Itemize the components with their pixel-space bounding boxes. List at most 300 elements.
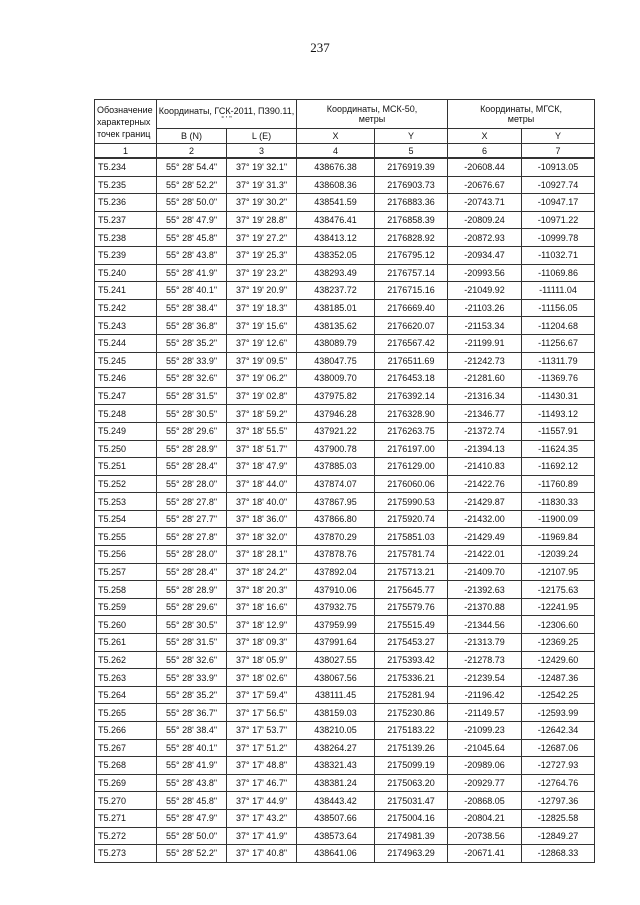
latitude-cell: 55° 28' 28.9": [157, 581, 227, 599]
mgsk-y-cell: -12727.93: [522, 757, 595, 775]
point-id-cell: Т5.259: [95, 598, 157, 616]
msk-y-cell: 2176567.42: [375, 334, 448, 352]
msk-y-cell: 2176669.40: [375, 299, 448, 317]
table-row: [95, 194, 595, 212]
mgsk-x-cell: -21313.79: [448, 634, 522, 652]
table-row: [95, 246, 595, 264]
point-id-cell: Т5.263: [95, 669, 157, 687]
msk-x-cell: 437866.80: [297, 510, 375, 528]
table-row: [95, 352, 595, 370]
longitude-cell: 37° 19' 18.3": [227, 299, 297, 317]
mgsk-y-cell: -12039.24: [522, 546, 595, 564]
point-id-cell: Т5.237: [95, 211, 157, 229]
latitude-cell: 55° 28' 27.8": [157, 493, 227, 511]
msk-x-cell: 438413.12: [297, 229, 375, 247]
table-row: [95, 792, 595, 810]
msk-y-cell: 2175990.53: [375, 493, 448, 511]
point-id-cell: Т5.244: [95, 334, 157, 352]
table-row: [95, 510, 595, 528]
header-msk: [297, 100, 448, 129]
point-id-cell: Т5.266: [95, 722, 157, 740]
msk-y-cell: 2176883.36: [375, 194, 448, 212]
header-sub-x-mgsk: X: [448, 129, 522, 144]
msk-y-cell: 2176903.73: [375, 176, 448, 194]
column-number: 7: [522, 144, 595, 159]
mgsk-y-cell: -11111.04: [522, 282, 595, 300]
point-id-cell: Т5.269: [95, 774, 157, 792]
header-sub-l: L (E): [227, 129, 297, 144]
mgsk-x-cell: -21099.23: [448, 722, 522, 740]
coordinates-table: [94, 99, 595, 863]
msk-y-cell: 2176795.12: [375, 246, 448, 264]
mgsk-x-cell: -21394.13: [448, 440, 522, 458]
msk-y-cell: 2174981.39: [375, 827, 448, 845]
point-id-cell: Т5.273: [95, 845, 157, 863]
point-id-cell: Т5.240: [95, 264, 157, 282]
mgsk-x-cell: -20989.06: [448, 757, 522, 775]
point-id-cell: Т5.270: [95, 792, 157, 810]
latitude-cell: 55° 28' 28.4": [157, 563, 227, 581]
table-row: [95, 475, 595, 493]
mgsk-x-cell: -20671.41: [448, 845, 522, 863]
msk-y-cell: 2176757.14: [375, 264, 448, 282]
mgsk-y-cell: -12868.33: [522, 845, 595, 863]
table-row: [95, 405, 595, 423]
mgsk-y-cell: -10999.78: [522, 229, 595, 247]
latitude-cell: 55° 28' 47.9": [157, 211, 227, 229]
mgsk-x-cell: -21199.91: [448, 334, 522, 352]
mgsk-y-cell: -11557.91: [522, 422, 595, 440]
latitude-cell: 55° 28' 38.4": [157, 722, 227, 740]
msk-y-cell: 2176392.14: [375, 387, 448, 405]
mgsk-y-cell: -12642.34: [522, 722, 595, 740]
point-id-cell: Т5.248: [95, 405, 157, 423]
mgsk-y-cell: -12487.36: [522, 669, 595, 687]
mgsk-x-cell: -21239.54: [448, 669, 522, 687]
mgsk-y-cell: -11493.12: [522, 405, 595, 423]
table-row: [95, 809, 595, 827]
msk-y-cell: 2176060.06: [375, 475, 448, 493]
header-mgsk-title: Координаты, МГСК,: [480, 104, 562, 114]
mgsk-x-cell: -21153.34: [448, 317, 522, 335]
header-msk-title: Координаты, МСК-50,: [326, 104, 418, 114]
msk-y-cell: 2175579.76: [375, 598, 448, 616]
latitude-cell: 55° 28' 52.2": [157, 845, 227, 863]
longitude-cell: 37° 18' 16.6": [227, 598, 297, 616]
msk-x-cell: 438476.41: [297, 211, 375, 229]
latitude-cell: 55° 28' 30.5": [157, 405, 227, 423]
header-sub-y-mgsk: Y: [522, 129, 595, 144]
mgsk-y-cell: -11204.68: [522, 317, 595, 335]
msk-y-cell: 2175713.21: [375, 563, 448, 581]
mgsk-y-cell: -12175.63: [522, 581, 595, 599]
longitude-cell: 37° 19' 30.2": [227, 194, 297, 212]
msk-y-cell: 2176919.39: [375, 158, 448, 176]
point-id-cell: Т5.247: [95, 387, 157, 405]
latitude-cell: 55° 28' 27.8": [157, 528, 227, 546]
msk-y-cell: 2175515.49: [375, 616, 448, 634]
msk-y-cell: 2174963.29: [375, 845, 448, 863]
header-sub-x-msk: X: [297, 129, 375, 144]
point-id-cell: Т5.258: [95, 581, 157, 599]
latitude-cell: 55° 28' 29.6": [157, 422, 227, 440]
mgsk-x-cell: -20809.24: [448, 211, 522, 229]
header-gsk-title: Координаты, ГСК-2011, ПЗ90.11,: [158, 105, 295, 116]
table-row: [95, 458, 595, 476]
table-row: [95, 704, 595, 722]
mgsk-y-cell: -11830.33: [522, 493, 595, 511]
point-id-cell: Т5.250: [95, 440, 157, 458]
msk-y-cell: 2176620.07: [375, 317, 448, 335]
column-number: 1: [95, 144, 157, 159]
table-row: [95, 669, 595, 687]
mgsk-x-cell: -21422.76: [448, 475, 522, 493]
longitude-cell: 37° 17' 59.4": [227, 686, 297, 704]
header-designation: Обозначение характерных точек границ: [95, 100, 157, 144]
point-id-cell: Т5.249: [95, 422, 157, 440]
mgsk-y-cell: -11760.89: [522, 475, 595, 493]
longitude-cell: 37° 18' 44.0": [227, 475, 297, 493]
msk-x-cell: 438237.72: [297, 282, 375, 300]
point-id-cell: Т5.246: [95, 370, 157, 388]
table-row: [95, 370, 595, 388]
mgsk-x-cell: -21103.26: [448, 299, 522, 317]
latitude-cell: 55° 28' 50.0": [157, 194, 227, 212]
msk-x-cell: 438507.66: [297, 809, 375, 827]
mgsk-y-cell: -10947.17: [522, 194, 595, 212]
mgsk-y-cell: -11969.84: [522, 528, 595, 546]
longitude-cell: 37° 17' 51.2": [227, 739, 297, 757]
table-row: [95, 598, 595, 616]
latitude-cell: 55° 28' 29.6": [157, 598, 227, 616]
mgsk-y-cell: -12306.60: [522, 616, 595, 634]
msk-y-cell: 2176129.00: [375, 458, 448, 476]
mgsk-x-cell: -21281.60: [448, 370, 522, 388]
latitude-cell: 55° 28' 54.4": [157, 158, 227, 176]
mgsk-x-cell: -21392.63: [448, 581, 522, 599]
msk-y-cell: 2175920.74: [375, 510, 448, 528]
msk-x-cell: 438210.05: [297, 722, 375, 740]
mgsk-y-cell: -11156.05: [522, 299, 595, 317]
column-number: 4: [297, 144, 375, 159]
table-row: [95, 616, 595, 634]
table-row: [95, 528, 595, 546]
latitude-cell: 55° 28' 28.0": [157, 546, 227, 564]
mgsk-y-cell: -12687.06: [522, 739, 595, 757]
table-row: [95, 229, 595, 247]
table-row: [95, 317, 595, 335]
point-id-cell: Т5.254: [95, 510, 157, 528]
table-row: [95, 827, 595, 845]
mgsk-x-cell: -20929.77: [448, 774, 522, 792]
mgsk-y-cell: -12542.25: [522, 686, 595, 704]
latitude-cell: 55° 28' 33.9": [157, 352, 227, 370]
longitude-cell: 37° 19' 15.6": [227, 317, 297, 335]
point-id-cell: Т5.267: [95, 739, 157, 757]
latitude-cell: 55° 28' 33.9": [157, 669, 227, 687]
longitude-cell: 37° 17' 48.8": [227, 757, 297, 775]
longitude-cell: 37° 19' 23.2": [227, 264, 297, 282]
header-sub-b: B (N): [157, 129, 227, 144]
point-id-cell: Т5.239: [95, 246, 157, 264]
mgsk-y-cell: -12764.76: [522, 774, 595, 792]
longitude-cell: 37° 18' 32.0": [227, 528, 297, 546]
latitude-cell: 55° 28' 28.4": [157, 458, 227, 476]
header-gsk: [157, 100, 297, 129]
table-row: [95, 422, 595, 440]
msk-y-cell: 2176715.16: [375, 282, 448, 300]
mgsk-x-cell: -20738.56: [448, 827, 522, 845]
mgsk-y-cell: -11256.67: [522, 334, 595, 352]
mgsk-x-cell: -20868.05: [448, 792, 522, 810]
longitude-cell: 37° 19' 28.8": [227, 211, 297, 229]
point-id-cell: Т5.253: [95, 493, 157, 511]
latitude-cell: 55° 28' 27.7": [157, 510, 227, 528]
mgsk-x-cell: -20743.71: [448, 194, 522, 212]
longitude-cell: 37° 18' 24.2": [227, 563, 297, 581]
latitude-cell: 55° 28' 41.9": [157, 264, 227, 282]
point-id-cell: Т5.234: [95, 158, 157, 176]
longitude-cell: 37° 18' 40.0": [227, 493, 297, 511]
msk-y-cell: 2175031.47: [375, 792, 448, 810]
msk-y-cell: 2176453.18: [375, 370, 448, 388]
mgsk-x-cell: -21316.34: [448, 387, 522, 405]
msk-x-cell: 438443.42: [297, 792, 375, 810]
point-id-cell: Т5.257: [95, 563, 157, 581]
mgsk-y-cell: -12241.95: [522, 598, 595, 616]
latitude-cell: 55° 28' 40.1": [157, 739, 227, 757]
mgsk-y-cell: -12107.95: [522, 563, 595, 581]
msk-y-cell: 2175183.22: [375, 722, 448, 740]
msk-x-cell: 437932.75: [297, 598, 375, 616]
longitude-cell: 37° 19' 25.3": [227, 246, 297, 264]
msk-x-cell: 438067.56: [297, 669, 375, 687]
latitude-cell: 55° 28' 36.7": [157, 704, 227, 722]
point-id-cell: Т5.251: [95, 458, 157, 476]
latitude-cell: 55° 28' 32.6": [157, 370, 227, 388]
point-id-cell: Т5.262: [95, 651, 157, 669]
latitude-cell: 55° 28' 38.4": [157, 299, 227, 317]
mgsk-y-cell: -11692.12: [522, 458, 595, 476]
point-id-cell: Т5.271: [95, 809, 157, 827]
mgsk-x-cell: -21429.87: [448, 493, 522, 511]
msk-y-cell: 2175004.16: [375, 809, 448, 827]
longitude-cell: 37° 18' 12.9": [227, 616, 297, 634]
point-id-cell: Т5.243: [95, 317, 157, 335]
msk-x-cell: 438009.70: [297, 370, 375, 388]
latitude-cell: 55° 28' 43.8": [157, 774, 227, 792]
longitude-cell: 37° 19' 20.9": [227, 282, 297, 300]
mgsk-x-cell: -20872.93: [448, 229, 522, 247]
header-gsk-units: ° ' ": [221, 115, 232, 123]
table-row: [95, 722, 595, 740]
mgsk-x-cell: -21432.00: [448, 510, 522, 528]
mgsk-x-cell: -20608.44: [448, 158, 522, 176]
msk-x-cell: 437910.06: [297, 581, 375, 599]
mgsk-y-cell: -12849.27: [522, 827, 595, 845]
msk-x-cell: 438185.01: [297, 299, 375, 317]
mgsk-x-cell: -20676.67: [448, 176, 522, 194]
longitude-cell: 37° 17' 41.9": [227, 827, 297, 845]
msk-x-cell: 437975.82: [297, 387, 375, 405]
msk-x-cell: 438047.75: [297, 352, 375, 370]
mgsk-x-cell: -21045.64: [448, 739, 522, 757]
msk-x-cell: 438676.38: [297, 158, 375, 176]
longitude-cell: 37° 19' 31.3": [227, 176, 297, 194]
msk-x-cell: 437991.64: [297, 634, 375, 652]
header-mgsk-units: метры: [507, 114, 535, 124]
latitude-cell: 55° 28' 45.8": [157, 792, 227, 810]
msk-x-cell: 437885.03: [297, 458, 375, 476]
msk-y-cell: 2176858.39: [375, 211, 448, 229]
latitude-cell: 55° 28' 35.2": [157, 686, 227, 704]
mgsk-y-cell: -12825.58: [522, 809, 595, 827]
msk-x-cell: 438159.03: [297, 704, 375, 722]
msk-x-cell: 438352.05: [297, 246, 375, 264]
msk-x-cell: 437870.29: [297, 528, 375, 546]
longitude-cell: 37° 19' 06.2": [227, 370, 297, 388]
latitude-cell: 55° 28' 52.2": [157, 176, 227, 194]
longitude-cell: 37° 18' 20.3": [227, 581, 297, 599]
msk-x-cell: 437921.22: [297, 422, 375, 440]
column-number: 6: [448, 144, 522, 159]
mgsk-y-cell: -12429.60: [522, 651, 595, 669]
table-row: [95, 686, 595, 704]
latitude-cell: 55° 28' 43.8": [157, 246, 227, 264]
mgsk-x-cell: -20934.47: [448, 246, 522, 264]
msk-x-cell: 437867.95: [297, 493, 375, 511]
column-number: 5: [375, 144, 448, 159]
latitude-cell: 55° 28' 31.5": [157, 387, 227, 405]
table-row: [95, 282, 595, 300]
mgsk-y-cell: -10913.05: [522, 158, 595, 176]
latitude-cell: 55° 28' 30.5": [157, 616, 227, 634]
latitude-cell: 55° 28' 28.9": [157, 440, 227, 458]
point-id-cell: Т5.256: [95, 546, 157, 564]
msk-y-cell: 2175230.86: [375, 704, 448, 722]
longitude-cell: 37° 18' 47.9": [227, 458, 297, 476]
longitude-cell: 37° 19' 27.2": [227, 229, 297, 247]
point-id-cell: Т5.242: [95, 299, 157, 317]
mgsk-x-cell: -21422.01: [448, 546, 522, 564]
msk-y-cell: 2175139.26: [375, 739, 448, 757]
mgsk-y-cell: -11069.86: [522, 264, 595, 282]
point-id-cell: Т5.241: [95, 282, 157, 300]
mgsk-y-cell: -12369.25: [522, 634, 595, 652]
longitude-cell: 37° 19' 09.5": [227, 352, 297, 370]
mgsk-y-cell: -11900.09: [522, 510, 595, 528]
msk-x-cell: 438641.06: [297, 845, 375, 863]
msk-y-cell: 2176263.75: [375, 422, 448, 440]
longitude-cell: 37° 17' 56.5": [227, 704, 297, 722]
mgsk-x-cell: -21372.74: [448, 422, 522, 440]
header-sub-y-msk: Y: [375, 129, 448, 144]
latitude-cell: 55° 28' 41.9": [157, 757, 227, 775]
msk-y-cell: 2175099.19: [375, 757, 448, 775]
msk-x-cell: 438135.62: [297, 317, 375, 335]
mgsk-y-cell: -12593.99: [522, 704, 595, 722]
mgsk-y-cell: -11032.71: [522, 246, 595, 264]
msk-y-cell: 2176828.92: [375, 229, 448, 247]
page-number: 237: [310, 40, 330, 55]
table-row: [95, 739, 595, 757]
table-row: [95, 176, 595, 194]
mgsk-y-cell: -11624.35: [522, 440, 595, 458]
mgsk-x-cell: -21278.73: [448, 651, 522, 669]
point-id-cell: Т5.264: [95, 686, 157, 704]
table-row: [95, 387, 595, 405]
longitude-cell: 37° 18' 09.3": [227, 634, 297, 652]
mgsk-y-cell: -12797.36: [522, 792, 595, 810]
longitude-cell: 37° 17' 40.8": [227, 845, 297, 863]
msk-x-cell: 437878.76: [297, 546, 375, 564]
point-id-cell: Т5.272: [95, 827, 157, 845]
msk-y-cell: 2175851.03: [375, 528, 448, 546]
table-row: [95, 334, 595, 352]
point-id-cell: Т5.238: [95, 229, 157, 247]
mgsk-x-cell: -20804.21: [448, 809, 522, 827]
longitude-cell: 37° 18' 05.9": [227, 651, 297, 669]
mgsk-x-cell: -21370.88: [448, 598, 522, 616]
table-row: [95, 563, 595, 581]
latitude-cell: 55° 28' 47.9": [157, 809, 227, 827]
msk-x-cell: 438573.64: [297, 827, 375, 845]
latitude-cell: 55° 28' 28.0": [157, 475, 227, 493]
header-row-numbers: [95, 144, 595, 159]
mgsk-x-cell: -21410.83: [448, 458, 522, 476]
msk-y-cell: 2175781.74: [375, 546, 448, 564]
point-id-cell: Т5.255: [95, 528, 157, 546]
table-row: [95, 634, 595, 652]
mgsk-x-cell: -21196.42: [448, 686, 522, 704]
column-number: 3: [227, 144, 297, 159]
latitude-cell: 55° 28' 50.0": [157, 827, 227, 845]
mgsk-x-cell: -21346.77: [448, 405, 522, 423]
longitude-cell: 37° 18' 59.2": [227, 405, 297, 423]
header-row-sub: [95, 129, 595, 144]
table-row: [95, 158, 595, 176]
msk-x-cell: 438264.27: [297, 739, 375, 757]
table-row: [95, 211, 595, 229]
point-id-cell: Т5.268: [95, 757, 157, 775]
latitude-cell: 55° 28' 45.8": [157, 229, 227, 247]
msk-y-cell: 2175336.21: [375, 669, 448, 687]
msk-x-cell: 437959.99: [297, 616, 375, 634]
longitude-cell: 37° 17' 43.2": [227, 809, 297, 827]
table-row: [95, 651, 595, 669]
point-id-cell: Т5.236: [95, 194, 157, 212]
mgsk-y-cell: -11311.79: [522, 352, 595, 370]
msk-x-cell: 437874.07: [297, 475, 375, 493]
msk-x-cell: 438111.45: [297, 686, 375, 704]
msk-x-cell: 438321.43: [297, 757, 375, 775]
latitude-cell: 55° 28' 40.1": [157, 282, 227, 300]
point-id-cell: Т5.245: [95, 352, 157, 370]
point-id-cell: Т5.252: [95, 475, 157, 493]
mgsk-y-cell: -11369.76: [522, 370, 595, 388]
point-id-cell: Т5.235: [95, 176, 157, 194]
msk-y-cell: 2175281.94: [375, 686, 448, 704]
header-msk-units: метры: [358, 114, 386, 124]
mgsk-y-cell: -10927.74: [522, 176, 595, 194]
mgsk-x-cell: -21344.56: [448, 616, 522, 634]
longitude-cell: 37° 18' 36.0": [227, 510, 297, 528]
latitude-cell: 55° 28' 35.2": [157, 334, 227, 352]
table-row: [95, 264, 595, 282]
msk-y-cell: 2176328.90: [375, 405, 448, 423]
longitude-cell: 37° 18' 02.6": [227, 669, 297, 687]
table-row: [95, 493, 595, 511]
